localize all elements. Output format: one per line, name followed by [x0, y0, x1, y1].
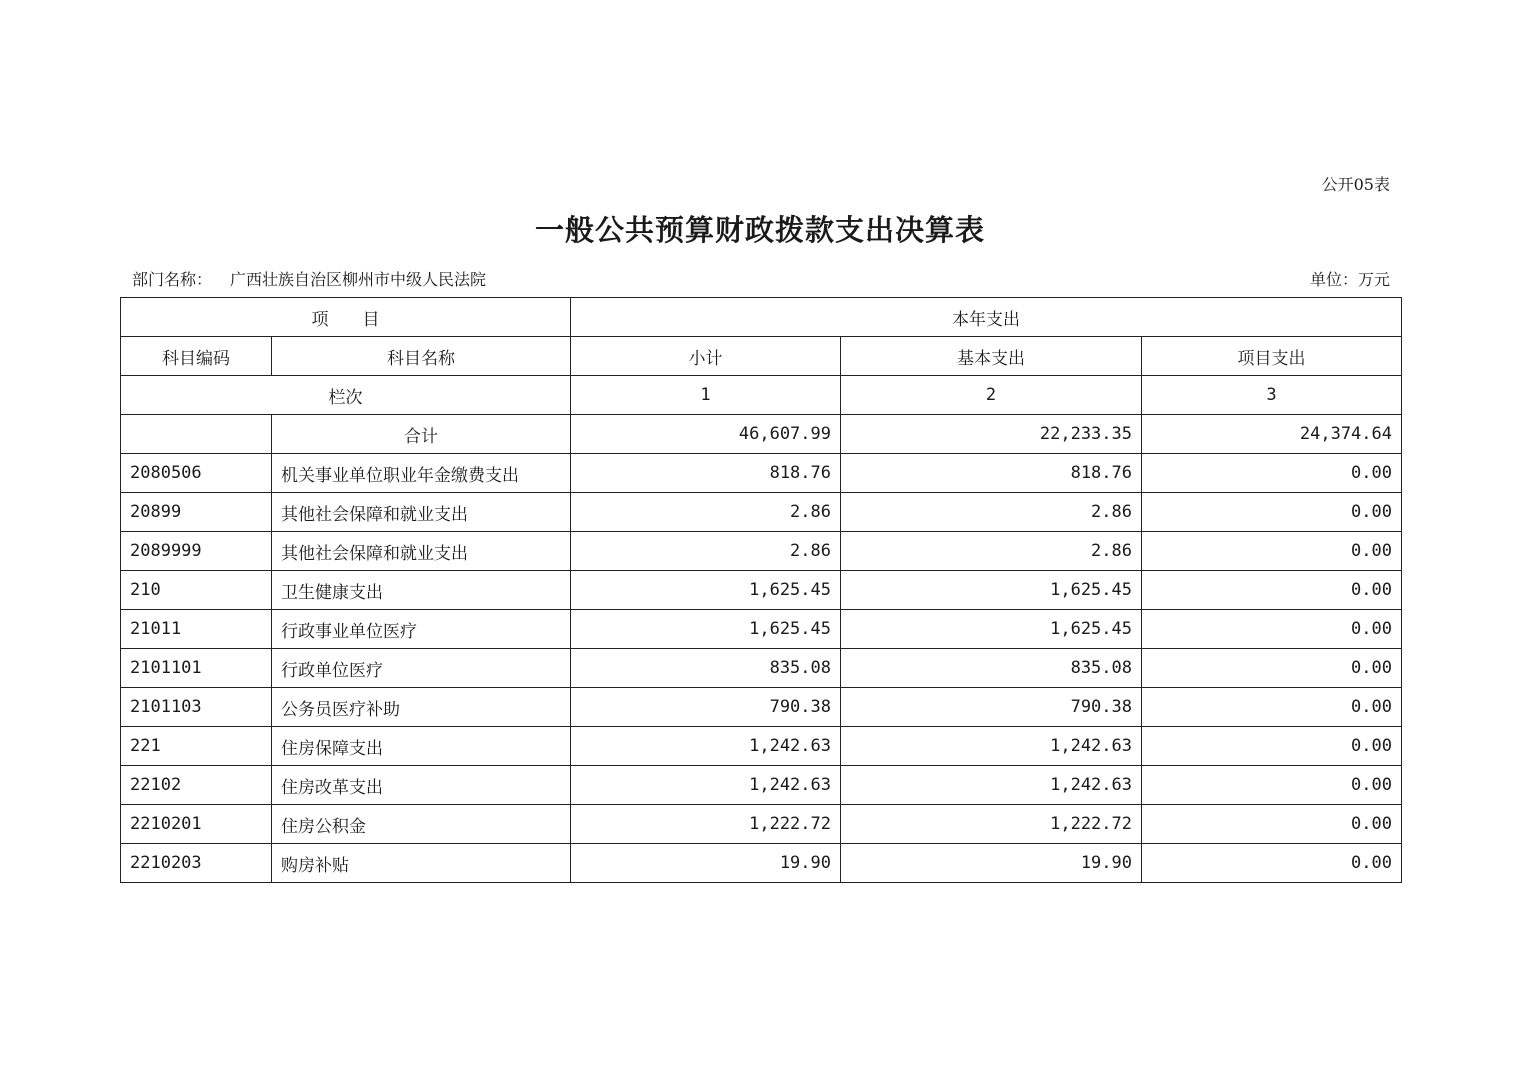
table-row — [121, 454, 1402, 493]
table-row — [121, 766, 1402, 805]
row-subtotal: 2.86 — [571, 493, 841, 532]
row-name: 行政事业单位医疗 — [272, 610, 571, 649]
total-subtotal: 46,607.99 — [571, 415, 841, 454]
row-subtotal: 818.76 — [571, 454, 841, 493]
row-basic: 2.86 — [841, 493, 1142, 532]
table-row — [121, 493, 1402, 532]
row-name: 住房改革支出 — [272, 766, 571, 805]
header-col3: 3 — [1142, 376, 1402, 415]
row-subtotal: 1,625.45 — [571, 571, 841, 610]
page-title: 一般公共预算财政拨款支出决算表 — [534, 213, 985, 247]
table-row — [121, 688, 1402, 727]
row-basic: 835.08 — [841, 649, 1142, 688]
row-code: 2080506 — [121, 454, 272, 493]
header-project-expense: 项目支出 — [1142, 337, 1402, 376]
row-project: 0.00 — [1142, 727, 1402, 766]
row-project: 0.00 — [1142, 688, 1402, 727]
row-code: 2101101 — [121, 649, 272, 688]
row-basic: 2.86 — [841, 532, 1142, 571]
row-project: 0.00 — [1142, 844, 1402, 883]
row-project: 0.00 — [1142, 649, 1402, 688]
row-basic: 790.38 — [841, 688, 1142, 727]
row-project: 0.00 — [1142, 766, 1402, 805]
table-row — [121, 727, 1402, 766]
header-basic: 基本支出 — [841, 337, 1142, 376]
header-code: 科目编码 — [121, 337, 272, 376]
unit-label: 单位：万元 — [1309, 270, 1390, 289]
header-col2: 2 — [841, 376, 1142, 415]
table-row — [121, 844, 1402, 883]
table-row — [121, 610, 1402, 649]
row-code: 2210203 — [121, 844, 272, 883]
header-col1: 1 — [571, 376, 841, 415]
row-name: 机关事业单位职业年金缴费支出 — [272, 454, 571, 493]
row-project: 0.00 — [1142, 532, 1402, 571]
row-name: 其他社会保障和就业支出 — [272, 532, 571, 571]
row-code: 2210201 — [121, 805, 272, 844]
row-subtotal: 19.90 — [571, 844, 841, 883]
row-name: 住房保障支出 — [272, 727, 571, 766]
header-row-1 — [121, 298, 1402, 337]
header-column-index: 栏次 — [121, 376, 571, 415]
total-row — [121, 415, 1402, 454]
form-number: 公开05表 — [1321, 175, 1390, 194]
row-code: 2101103 — [121, 688, 272, 727]
table-row — [121, 805, 1402, 844]
table-row — [121, 571, 1402, 610]
row-code: 210 — [121, 571, 272, 610]
row-basic: 1,222.72 — [841, 805, 1142, 844]
department-name: 广西壮族自治区柳州市中级人民法院 — [230, 270, 487, 289]
header-project: 项 目 — [121, 298, 571, 337]
row-code: 221 — [121, 727, 272, 766]
expenditure-table — [120, 297, 1402, 883]
total-project: 24,374.64 — [1142, 415, 1402, 454]
total-code — [121, 415, 272, 454]
header-name: 科目名称 — [272, 337, 571, 376]
row-basic: 1,242.63 — [841, 766, 1142, 805]
row-name: 公务员医疗补助 — [272, 688, 571, 727]
row-subtotal: 2.86 — [571, 532, 841, 571]
row-project: 0.00 — [1142, 805, 1402, 844]
department-line — [132, 267, 486, 290]
department-label: 部门名称： — [132, 270, 213, 289]
total-basic: 22,233.35 — [841, 415, 1142, 454]
row-name: 住房公积金 — [272, 805, 571, 844]
row-basic: 1,242.63 — [841, 727, 1142, 766]
row-basic: 1,625.45 — [841, 610, 1142, 649]
row-basic: 818.76 — [841, 454, 1142, 493]
row-project: 0.00 — [1142, 454, 1402, 493]
header-current-year: 本年支出 — [571, 298, 1402, 337]
row-project: 0.00 — [1142, 571, 1402, 610]
row-name: 行政单位医疗 — [272, 649, 571, 688]
row-name: 卫生健康支出 — [272, 571, 571, 610]
row-subtotal: 1,242.63 — [571, 766, 841, 805]
table-row — [121, 532, 1402, 571]
row-project: 0.00 — [1142, 493, 1402, 532]
row-subtotal: 1,242.63 — [571, 727, 841, 766]
header-row-2 — [121, 337, 1402, 376]
row-code: 21011 — [121, 610, 272, 649]
header-row-3 — [121, 376, 1402, 415]
row-code: 22102 — [121, 766, 272, 805]
row-subtotal: 1,625.45 — [571, 610, 841, 649]
row-subtotal: 790.38 — [571, 688, 841, 727]
table-row — [121, 649, 1402, 688]
header-subtotal: 小计 — [571, 337, 841, 376]
row-basic: 19.90 — [841, 844, 1142, 883]
total-label: 合计 — [272, 415, 571, 454]
row-name: 其他社会保障和就业支出 — [272, 493, 571, 532]
row-name: 购房补贴 — [272, 844, 571, 883]
row-subtotal: 835.08 — [571, 649, 841, 688]
row-subtotal: 1,222.72 — [571, 805, 841, 844]
row-code: 2089999 — [121, 532, 272, 571]
row-code: 20899 — [121, 493, 272, 532]
row-basic: 1,625.45 — [841, 571, 1142, 610]
row-project: 0.00 — [1142, 610, 1402, 649]
